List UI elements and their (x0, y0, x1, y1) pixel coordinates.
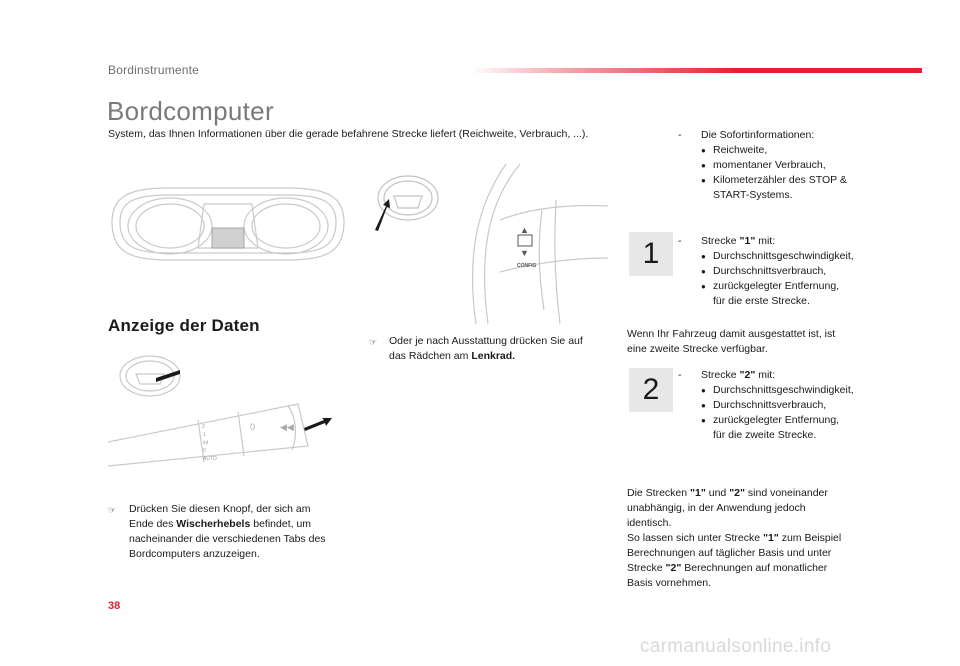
list-item: ● Durchschnittsverbrauch, (701, 264, 908, 279)
trip-1-number-icon: 1 (629, 232, 673, 276)
mid-instruction-line1: Oder je nach Ausstattung drücken Sie auf (389, 335, 583, 347)
left-instruction-line2: Ende des Wischerhebels befindet, um (129, 518, 312, 530)
note-line2: eine zweite Strecke verfügbar. (627, 343, 768, 355)
section-label: Bordinstrumente (108, 63, 200, 77)
second-trip-note (627, 327, 877, 357)
final-line6: Strecke "2" Berechnungen auf monatlicher (627, 562, 828, 574)
left-instruction-line3: nacheinander die verschiedenen Tabs des (129, 533, 326, 545)
sofort-dash: - (678, 129, 682, 141)
svg-text:▲: ▲ (520, 225, 529, 235)
final-line3: identisch. (627, 517, 672, 529)
sofort-block (678, 128, 898, 203)
page-number: 38 (108, 600, 121, 612)
svg-text:◀◀: ◀◀ (280, 422, 294, 432)
final-line1: Die Strecken "1" und "2" sind voneinander (627, 487, 828, 499)
left-instruction-line1: Drücken Sie diesen Knopf, der sich am (129, 503, 311, 515)
list-item-continuation: für die zweite Strecke. (713, 429, 817, 441)
list-item: ● Durchschnittsgeschwindigkeit, (701, 249, 908, 264)
final-line4: So lassen sich unter Strecke "1" zum Beispiel (627, 532, 842, 544)
mid-instruction-line2: das Rädchen am Lenkrad. (389, 350, 516, 362)
list-item-continuation: START-Systems. (713, 189, 793, 201)
page-title: Bordcomputer (107, 96, 274, 126)
final-line2: unabhängig, in der Anwendung jedoch (627, 502, 806, 514)
instrument-cluster-illustration (108, 182, 348, 266)
steering-instruction (369, 334, 609, 364)
list-item: ● Kilometerzähler des STOP & (701, 173, 898, 188)
left-instruction-line4: Bordcomputers anzuzeigen. (129, 548, 260, 560)
steering-wheel-config-illustration (460, 160, 608, 328)
strecke2-dash: - (678, 369, 682, 381)
section-heading-anzeige: Anzeige der Daten (108, 316, 260, 335)
final-line5: Berechnungen auf täglicher Basis und unter (627, 547, 832, 559)
list-item: ● Durchschnittsgeschwindigkeit, (701, 383, 908, 398)
note-line1: Wenn Ihr Fahrzeug damit ausgestattet ist, ist (627, 328, 836, 340)
list-item: ● zurückgelegter Entfernung, (701, 279, 908, 294)
final-paragraph (627, 486, 887, 591)
list-item: ● momentaner Verbrauch, (701, 158, 898, 173)
sofort-title: Die Sofortinformationen: (701, 129, 815, 141)
final-line7: Basis vornehmen. (627, 577, 712, 589)
svg-text:1: 1 (203, 432, 206, 438)
svg-text:AUTO: AUTO (203, 456, 217, 462)
config-label: CONFIG (517, 263, 537, 269)
steering-wheel-small-illustration (372, 172, 442, 232)
strecke2-block (678, 368, 908, 443)
svg-text:int: int (203, 440, 209, 446)
footer-watermark: carmanualsonline.info (640, 636, 832, 657)
strecke2-title: Strecke "2" mit: (701, 369, 776, 381)
strecke1-block (678, 234, 908, 309)
wiper-stalk-illustration (108, 350, 338, 474)
page-subtitle: System, das Ihnen Informationen über die gerade befahrene Strecke liefert (Reichweite, Verbrauch, ...). (108, 128, 589, 140)
list-item-continuation: für die erste Strecke. (713, 295, 810, 307)
trip-2-number-icon: 2 (629, 368, 673, 412)
svg-text:0: 0 (250, 422, 256, 432)
list-item: ● Durchschnittsverbrauch, (701, 398, 908, 413)
wiper-instruction (108, 502, 358, 562)
strecke1-title: Strecke "1" mit: (701, 235, 776, 247)
list-item: ● Reichweite, (701, 143, 898, 158)
list-item: ● zurückgelegter Entfernung, (701, 413, 908, 428)
svg-text:2: 2 (202, 424, 205, 430)
header-accent-bar (470, 68, 922, 73)
strecke1-dash: - (678, 235, 682, 247)
svg-text:▼: ▼ (520, 248, 529, 258)
svg-text:0: 0 (203, 448, 206, 454)
pointer-icon: ☞ (108, 505, 117, 515)
pointer-icon: ☞ (369, 337, 378, 347)
